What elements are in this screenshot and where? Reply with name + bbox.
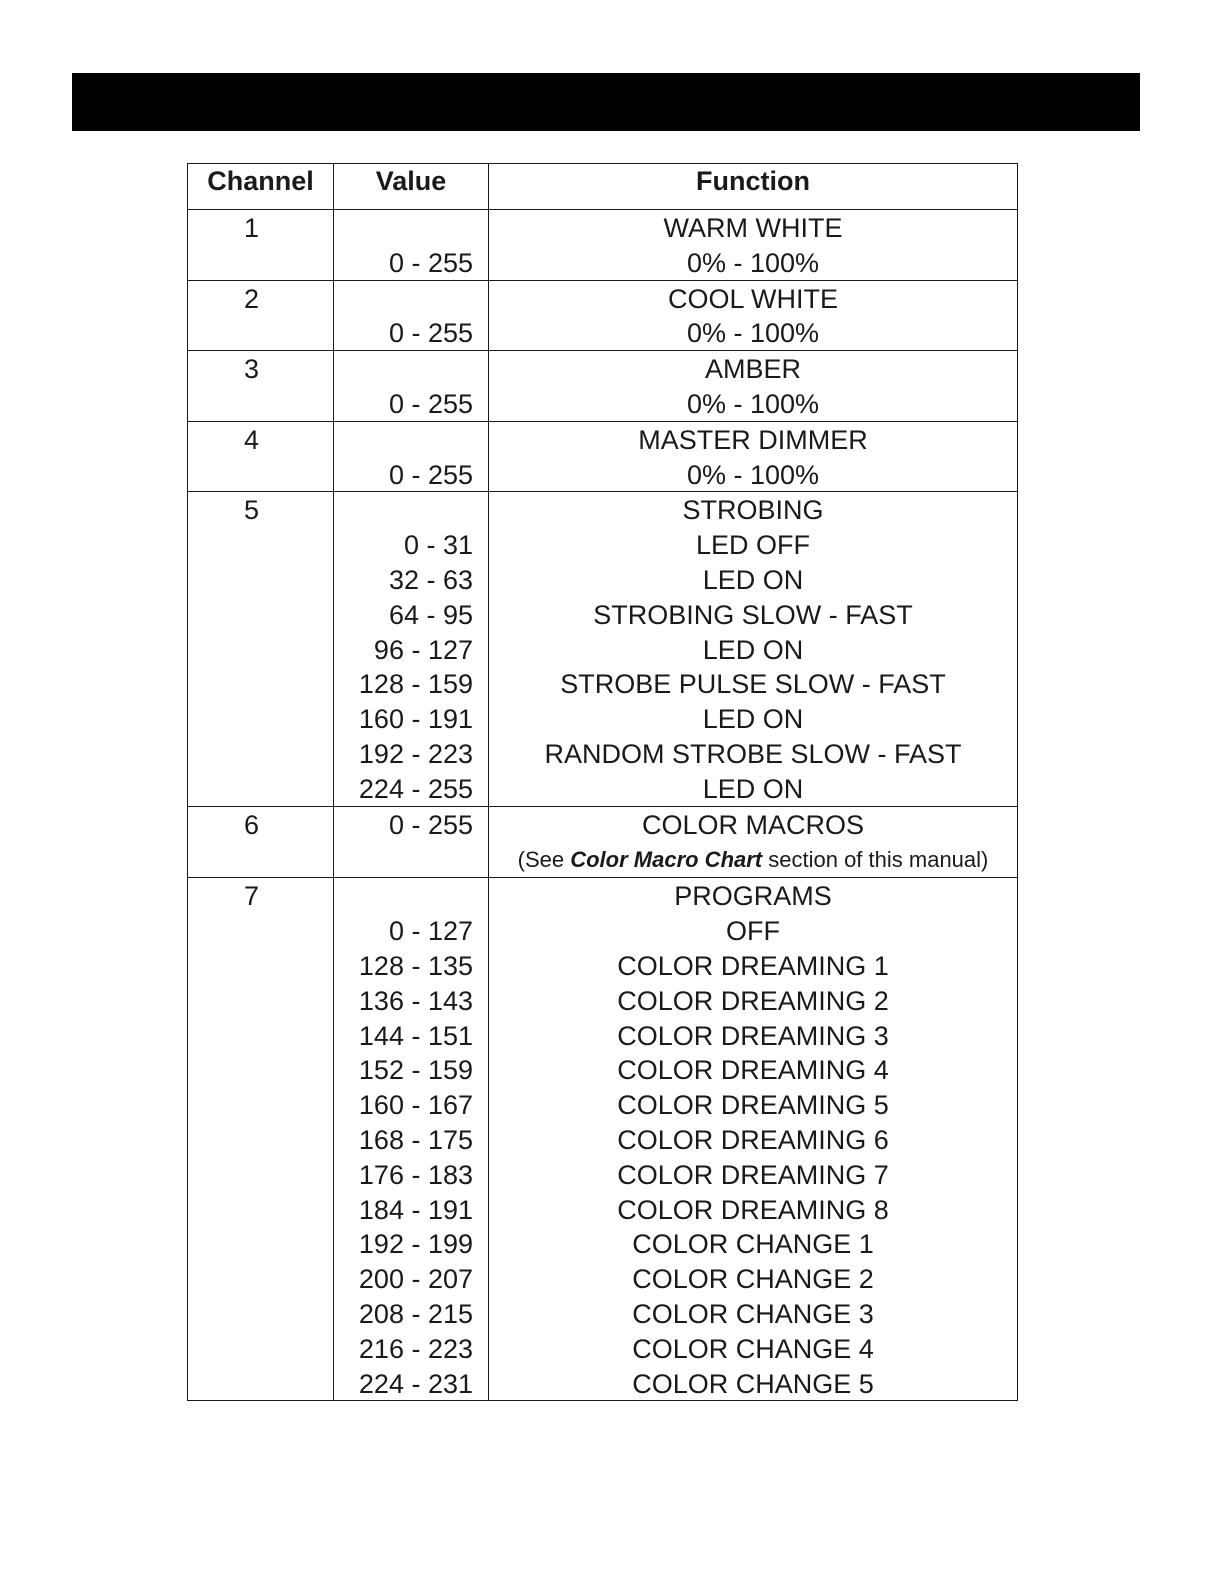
value-range: 0 - 255 xyxy=(388,809,473,840)
function-label: LED ON xyxy=(702,704,804,735)
channel-cell xyxy=(188,210,334,281)
function-cell xyxy=(489,351,1018,422)
value-cell xyxy=(334,878,489,1401)
column-header-value: Value xyxy=(334,164,489,210)
value-range: 128 - 159 xyxy=(358,669,473,700)
value-cell xyxy=(334,280,489,351)
value-range: 184 - 191 xyxy=(358,1194,473,1225)
channel-cell xyxy=(188,280,334,351)
value-range xyxy=(334,878,473,913)
function-label: COLOR DREAMING 2 xyxy=(617,985,889,1016)
dmx-channel-table xyxy=(187,163,1018,1401)
function-label: COLOR CHANGE 4 xyxy=(632,1333,874,1364)
value-cell xyxy=(334,492,489,806)
value-range: 96 - 127 xyxy=(373,634,473,665)
column-header-channel: Channel xyxy=(188,164,334,210)
function-note xyxy=(489,841,1017,877)
function-cell xyxy=(489,280,1018,351)
value-range: 0 - 255 xyxy=(388,247,473,278)
channel-row-1 xyxy=(188,210,1018,281)
value-range: 0 - 255 xyxy=(388,318,473,349)
function-label: COLOR CHANGE 3 xyxy=(632,1298,874,1329)
function-label: LED ON xyxy=(702,634,804,665)
channel-number: 5 xyxy=(243,495,260,526)
value-range: 32 - 63 xyxy=(388,564,473,595)
channel-number: 6 xyxy=(243,809,260,840)
value-range xyxy=(334,422,473,457)
value-range: 160 - 191 xyxy=(358,704,473,735)
note-suffix: section of this manual) xyxy=(762,847,989,873)
function-label: COLOR CHANGE 2 xyxy=(632,1264,874,1295)
value-range: 176 - 183 xyxy=(358,1159,473,1190)
value-range xyxy=(334,281,473,316)
value-range: 200 - 207 xyxy=(358,1264,473,1295)
function-label: 0% - 100% xyxy=(686,388,820,419)
function-label: PROGRAMS xyxy=(674,881,832,912)
value-range: 0 - 127 xyxy=(388,916,473,947)
value-range: 144 - 151 xyxy=(358,1020,473,1051)
value-range: 128 - 135 xyxy=(358,950,473,981)
function-label: 0% - 100% xyxy=(686,247,820,278)
function-label: COLOR DREAMING 4 xyxy=(617,1055,889,1086)
function-label: COLOR DREAMING 7 xyxy=(617,1159,889,1190)
function-label: COLOR DREAMING 6 xyxy=(617,1124,889,1155)
function-label: COLOR DREAMING 8 xyxy=(617,1194,889,1225)
channel-cell xyxy=(188,878,334,1401)
function-label: COLOR CHANGE 1 xyxy=(632,1229,874,1260)
function-cell xyxy=(489,878,1018,1401)
channel-row-6 xyxy=(188,806,1018,878)
value-range: 224 - 231 xyxy=(358,1368,473,1399)
value-blank xyxy=(334,841,473,877)
value-range: 136 - 143 xyxy=(358,985,473,1016)
value-range: 64 - 95 xyxy=(388,599,473,630)
channel-number: 7 xyxy=(243,881,260,912)
value-cell xyxy=(334,351,489,422)
channel-row-7 xyxy=(188,878,1018,1401)
channel-cell xyxy=(188,806,334,878)
function-label: STROBING SLOW - FAST xyxy=(593,599,913,630)
function-label: 0% - 100% xyxy=(686,459,820,490)
value-range: 192 - 199 xyxy=(358,1229,473,1260)
header-bar xyxy=(72,73,1140,131)
function-label: MASTER DIMMER xyxy=(638,424,868,455)
function-label: 0% - 100% xyxy=(686,318,820,349)
value-cell xyxy=(334,210,489,281)
value-range: 168 - 175 xyxy=(358,1124,473,1155)
column-header-function: Function xyxy=(489,164,1018,210)
function-label: STROBING xyxy=(682,495,824,526)
value-cell xyxy=(334,421,489,492)
function-label: COLOR DREAMING 3 xyxy=(617,1020,889,1051)
function-label: COLOR DREAMING 1 xyxy=(617,950,889,981)
channel-number: 1 xyxy=(243,213,260,243)
channel-number: 3 xyxy=(243,354,260,385)
table-body xyxy=(188,210,1018,1401)
function-label: LED ON xyxy=(702,564,804,595)
value-cell xyxy=(334,806,489,878)
table-header-row xyxy=(188,164,1018,210)
value-range xyxy=(334,351,473,386)
value-range: 208 - 215 xyxy=(358,1298,473,1329)
value-range: 0 - 31 xyxy=(403,530,473,561)
function-cell xyxy=(489,421,1018,492)
function-label: COOL WHITE xyxy=(667,283,838,314)
note-emphasis: Color Macro Chart xyxy=(570,847,763,873)
value-range: 152 - 159 xyxy=(358,1055,473,1086)
channel-row-4 xyxy=(188,421,1018,492)
function-cell xyxy=(489,492,1018,806)
function-label: OFF xyxy=(726,916,780,947)
function-cell xyxy=(489,210,1018,281)
function-label: LED ON xyxy=(702,773,804,804)
value-range: 160 - 167 xyxy=(358,1090,473,1121)
function-cell xyxy=(489,806,1018,878)
channel-cell xyxy=(188,421,334,492)
channel-number: 4 xyxy=(243,424,260,455)
function-label: STROBE PULSE SLOW - FAST xyxy=(560,669,946,700)
function-label: COLOR DREAMING 5 xyxy=(617,1090,889,1121)
function-label: COLOR CHANGE 5 xyxy=(632,1368,874,1399)
channel-row-2 xyxy=(188,280,1018,351)
value-range: 0 - 255 xyxy=(388,388,473,419)
value-range: 224 - 255 xyxy=(358,773,473,804)
value-range: 192 - 223 xyxy=(358,738,473,769)
function-label: LED OFF xyxy=(695,530,810,561)
value-range: 0 - 255 xyxy=(388,459,473,490)
note-prefix: (See xyxy=(517,847,571,873)
function-label: RANDOM STROBE SLOW - FAST xyxy=(544,738,962,769)
channel-row-5 xyxy=(188,492,1018,806)
function-label: WARM WHITE xyxy=(663,213,843,243)
channel-cell xyxy=(188,351,334,422)
channel-number: 2 xyxy=(243,283,260,314)
channel-cell xyxy=(188,492,334,806)
function-label: AMBER xyxy=(704,354,802,385)
channel-row-3 xyxy=(188,351,1018,422)
value-range xyxy=(334,492,473,527)
function-label: COLOR MACROS xyxy=(641,809,865,840)
value-range: 216 - 223 xyxy=(358,1333,473,1364)
value-range xyxy=(334,210,473,245)
